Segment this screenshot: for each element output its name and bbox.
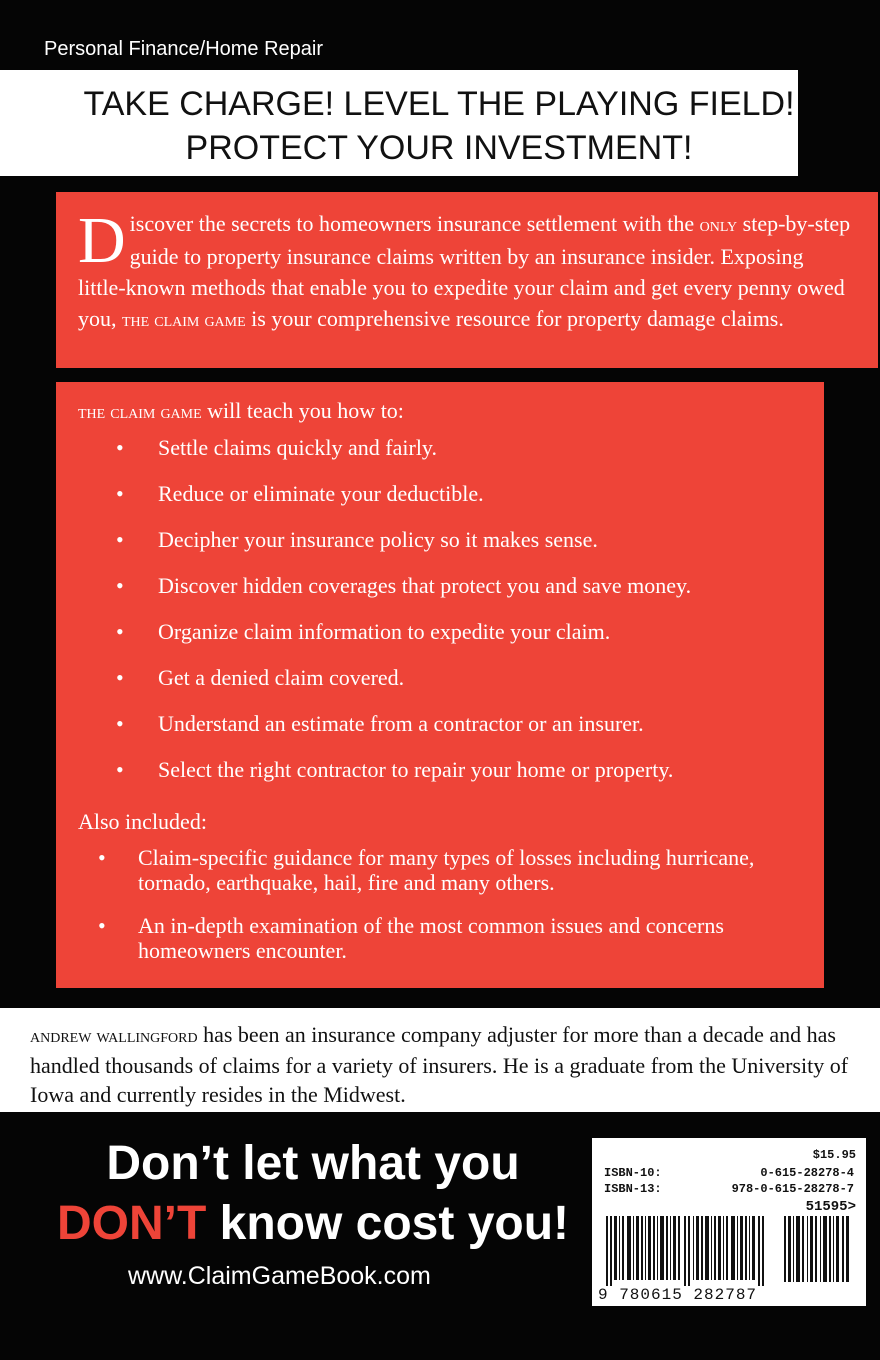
list-item bbox=[78, 617, 802, 663]
features-book-title: the claim game bbox=[78, 401, 202, 423]
features-list bbox=[78, 433, 802, 801]
bullet-icon: • bbox=[98, 913, 106, 938]
bullet-icon: • bbox=[116, 665, 124, 690]
bullet-icon: • bbox=[116, 619, 124, 644]
ean-number: 9 780615 282787 bbox=[598, 1286, 758, 1304]
tagline-line-2: PROTECT YOUR INVESTMENT! bbox=[185, 129, 693, 167]
isbn-barcode-icon bbox=[604, 1216, 774, 1286]
slogan-line-2 bbox=[48, 1194, 578, 1254]
intro-text-2: step-by-step guide to property insurance claims written by an insurance insider. Exposing little-known methods that enable you to expedite your claim and get every penny owed you, bbox=[78, 211, 851, 331]
list-item bbox=[78, 913, 778, 963]
list-item-text: Decipher your insurance policy so it makes sense. bbox=[158, 527, 598, 552]
list-item-text: Select the right contractor to repair your home or property. bbox=[158, 757, 674, 782]
website-url: www.ClaimGameBook.com bbox=[128, 1262, 431, 1290]
list-item-text: An in-depth examination of the most common issues and concerns homeowners encounter. bbox=[138, 913, 724, 963]
tagline-banner bbox=[0, 70, 798, 176]
price-barcode-icon bbox=[782, 1216, 854, 1282]
list-item bbox=[78, 525, 802, 571]
slogan-emphasis: DON’T bbox=[56, 1197, 207, 1250]
intro-text-1: iscover the secrets to homeowners insurance settlement with the bbox=[129, 211, 695, 236]
bullet-icon: • bbox=[116, 573, 124, 598]
list-item-text: Get a denied claim covered. bbox=[158, 665, 405, 690]
slogan-line-2-rest: know cost you! bbox=[219, 1197, 570, 1250]
intro-text-3: is your comprehensive resource for property damage claims. bbox=[251, 306, 784, 331]
slogan-line-1: Don’t let what you bbox=[106, 1137, 520, 1190]
price-addon-code: 51595> bbox=[805, 1199, 856, 1215]
bullet-icon: • bbox=[116, 435, 124, 460]
author-bio bbox=[0, 1008, 880, 1112]
tagline-line-1: TAKE CHARGE! LEVEL THE PLAYING FIELD! bbox=[83, 85, 795, 123]
isbn10-label: ISBN-10: bbox=[604, 1166, 662, 1180]
list-item-text: Reduce or eliminate your deductible. bbox=[158, 481, 484, 506]
bullet-icon: • bbox=[98, 845, 106, 870]
bullet-icon: • bbox=[116, 481, 124, 506]
bullet-icon: • bbox=[116, 711, 124, 736]
list-item bbox=[78, 479, 802, 525]
features-intro-text: will teach you how to: bbox=[207, 398, 404, 423]
intro-book-title: the claim game bbox=[122, 309, 246, 331]
isbn13-value: 978-0-615-28278-7 bbox=[731, 1182, 854, 1196]
list-item-text: Organize claim information to expedite your claim. bbox=[158, 619, 611, 644]
list-item bbox=[78, 571, 802, 617]
features-intro bbox=[78, 398, 802, 425]
also-included-label: Also included: bbox=[78, 809, 207, 834]
slogan bbox=[48, 1134, 578, 1254]
author-name: andrew wallingford bbox=[30, 1025, 198, 1047]
also-included-list bbox=[78, 845, 802, 963]
bullet-icon: • bbox=[116, 527, 124, 552]
author-bio-text: has been an insurance company adjuster for more than a decade and has handled thousands of claims for a variety of insurers. He is a graduate from the University of Iowa and currently resides in the Midwest. bbox=[30, 1022, 849, 1107]
isbn10-value: 0-615-28278-4 bbox=[760, 1166, 854, 1180]
bullet-icon: • bbox=[116, 757, 124, 782]
intro-only: only bbox=[699, 214, 738, 236]
list-item-text: Claim-specific guidance for many types of losses including hurricane, tornado, earthquake, hail, fire and many others. bbox=[138, 845, 755, 895]
isbn13-label: ISBN-13: bbox=[604, 1182, 662, 1196]
list-item-text: Understand an estimate from a contractor or an insurer. bbox=[158, 711, 644, 736]
intro-paragraph bbox=[56, 192, 878, 368]
list-item bbox=[78, 663, 802, 709]
price-label: $15.95 bbox=[812, 1148, 856, 1162]
features-box bbox=[56, 382, 824, 988]
barcode-block bbox=[592, 1138, 866, 1306]
list-item-text: Settle claims quickly and fairly. bbox=[158, 435, 437, 460]
drop-cap: D bbox=[78, 204, 126, 277]
list-item bbox=[78, 433, 802, 479]
list-item-text: Discover hidden coverages that protect you and save money. bbox=[158, 573, 692, 598]
list-item bbox=[78, 755, 802, 801]
category-label: Personal Finance/Home Repair bbox=[44, 38, 324, 60]
list-item bbox=[78, 709, 802, 755]
list-item bbox=[78, 845, 778, 895]
